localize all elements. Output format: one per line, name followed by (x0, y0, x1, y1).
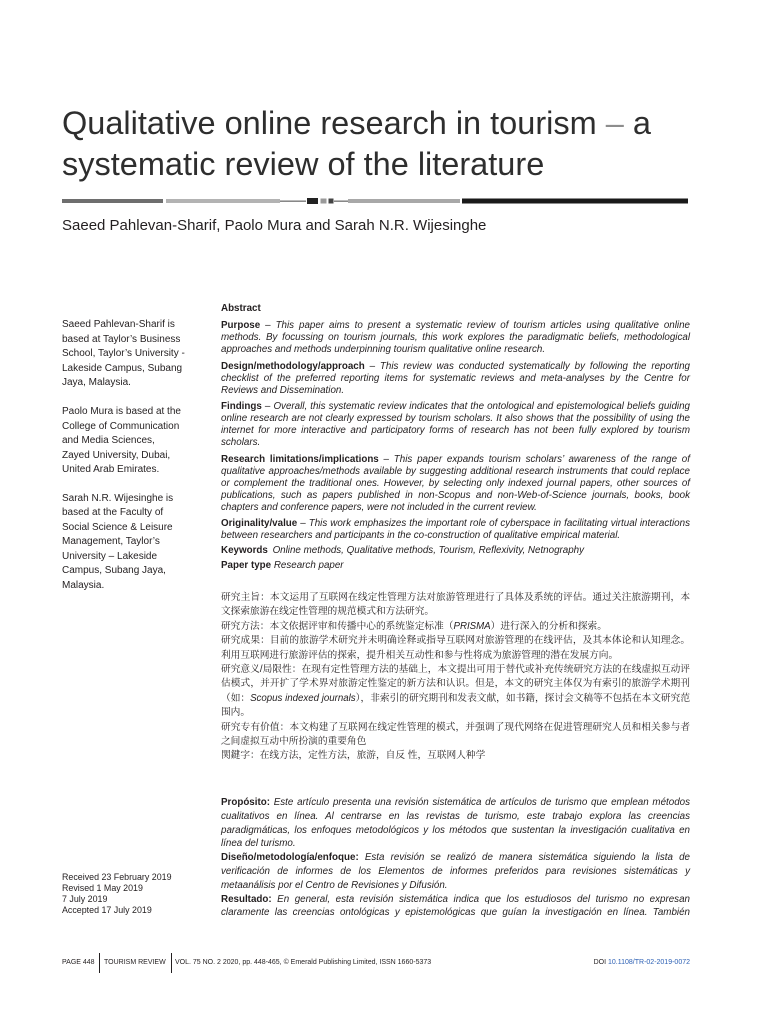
spanish-text: En general, esta revisión sistemática indica que los estudiosos del turismo no expresan claramente las creencias ontológicas y epistemológicas que guían la investigación en línea. También (221, 893, 690, 919)
title-line-2: systematic review of the literature (62, 146, 545, 182)
chinese-italic-term: PRISMA (453, 620, 491, 632)
citation-info: VOL. 75 NO. 2 2020, pp. 448-465, © Emerald Publishing Limited, ISSN 1660-5373 (175, 959, 432, 966)
chinese-label: 研究主旨： (221, 592, 270, 603)
abstract-text: This paper aims to present a systematic review of tourism articles using qualitative online methods. By focussing on tourism journals, this work explores the paradigmatic beliefs, methodological approaches and methods underpinning tourism qualitative online research. (221, 320, 690, 355)
abstract-label: Originality/value (221, 518, 298, 529)
doi (594, 953, 690, 973)
keywords (221, 545, 690, 557)
abstract-text: Overall, this systematic review indicates that the ontological and epistemological beliefs guiding online research are not clearly expressed by tourism scholars. It also shows that the possibility of using the internet for more interactive and participatory forms of research has not been fully explored by tourism scholars. (221, 401, 690, 448)
keywords-value: Online methods, Qualitative methods, Tourism, Reflexivity, Netnography (272, 545, 585, 557)
abstract-text: This review was conducted systematically by following the reporting checklist of the preferred reporting items for systematic reviews and meta-analyses by the Centre for Reviews and Dissemination. (221, 360, 690, 396)
revised-date-2: 7 July 2019 (62, 894, 108, 904)
abstract-english (221, 303, 690, 572)
received-date: Received 23 February 2019 (62, 872, 172, 882)
paper-type-value: Research paper (273, 560, 344, 572)
keywords-label: Keywords (221, 545, 268, 557)
chinese-value (221, 721, 690, 750)
abstract-dash: – (264, 401, 271, 412)
abstract-findings (221, 401, 690, 449)
revised-date: Revised 1 May 2019 (62, 883, 143, 893)
abstract-dash: – (383, 453, 389, 465)
title-line-1 (62, 103, 651, 144)
chinese-text: 本文构建了互联网在线定性管理的模式，并强调了现代网络在促进管理研究人员和相关参与者之间虚拟互动中所扮演的重要角色 (221, 721, 691, 748)
chinese-text: 在线方法，定性方法，旅游，自反 性，互联网人种学 (259, 750, 486, 762)
spanish-text: Esta revisión se realizó de manera sistemática siguiendo la lista de verificación de informes de los Elementos de informes preferidos para revisiones sistemáticas y metaanálisis por el Centro de Revisiones y Difusión. (221, 852, 690, 891)
chinese-text: 本文运用了互联网在线定性管理方法对旅游管理进行了具体及系统的评估。通过关注旅游期刊，本文探索旅游在线定性管理的规范模式和方法研究。 (221, 592, 691, 618)
abstract-label: Purpose (221, 320, 261, 331)
chinese-text: 本文依据评审和传播中心的系统鉴定标准（ (269, 620, 454, 632)
authors-line: Saeed Pahlevan-Sharif, Paolo Mura and Sarah N.R. Wijesinghe (62, 217, 487, 234)
title-text-start: Qualitative online research in tourism (62, 105, 597, 141)
chinese-text: 目前的旅游学术研究并未明确诠释或指导互联网对旅游管理的在线评估，及其本体论和认知理念。利用互联网进行旅游评估的探索，提升相关互动性和参与性将成为旅游管理的潜在发展方向。 (221, 635, 691, 661)
abstract-originality (221, 518, 690, 542)
title-text-end: a (632, 105, 651, 141)
chinese-label: 関鍵字： (221, 750, 260, 762)
doi-label: DOI (593, 959, 607, 966)
chinese-label: 研究成果： (221, 635, 270, 647)
footer-divider (99, 953, 100, 973)
author-affiliations (62, 304, 202, 608)
affiliation-pahlevan-sharif: Saeed Pahlevan-Sharif is based at Taylor’s Business School, Taylor’s University - Lakeside Campus, Subang Jaya, Malaysia. (62, 319, 185, 389)
spanish-label: Resultado: (221, 893, 272, 905)
spanish-results (221, 893, 690, 921)
abstract-label: Design/methodology/approach (221, 360, 365, 372)
abstract-limitations (221, 454, 690, 514)
abstract-dash: – (265, 320, 271, 331)
abstract-text: This work emphasizes the important role of cyberspace in facilitating virtual interactions between researchers and participants in the co-construction of qualitative empirical material. (221, 518, 690, 541)
chinese-text: ）进行深入的分析和探索。 (490, 620, 607, 632)
paper-type (221, 560, 690, 572)
abstract-text: This paper expands tourism scholars’ awareness of the range of qualitative approaches/methods available by suggesting additional research instruments that could replace or complement the traditional ones. However, by selecting only indexed journal papers, other sources of publications, such as papers published in non-Scopus and non-Web-of-Science journals, books, book chapters and conference papers, were not included in the current review. (221, 453, 690, 513)
accepted-date: Accepted 17 July 2019 (62, 905, 152, 915)
chinese-label: 研究方法： (221, 620, 270, 632)
chinese-label: 研究意义/局限性： (221, 664, 302, 676)
page-footer (0, 953, 768, 973)
article-title (62, 103, 651, 185)
chinese-italic-term: Scopus indexed journals (250, 692, 356, 704)
decorative-title-rule (0, 195, 768, 207)
article-history (62, 872, 212, 916)
chinese-method (221, 620, 690, 634)
abstract-heading: Abstract (221, 303, 261, 314)
abstract-purpose (221, 320, 690, 356)
chinese-findings (221, 634, 690, 663)
spanish-purpose (221, 796, 690, 851)
chinese-limitations (221, 663, 690, 721)
page-number: PAGE 448 (62, 959, 95, 966)
spanish-label: Propósito: (221, 797, 270, 808)
abstract-label: Findings (221, 401, 262, 412)
title-dash: – (605, 105, 624, 141)
chinese-text: ），非索引的研究期刊和发表文献，如书籍，探讨会文稿等不包括在本文研究范围内。 (221, 692, 691, 719)
spanish-design (221, 851, 690, 892)
abstract-design (221, 361, 690, 397)
abstract-dash: – (300, 518, 306, 529)
doi-link[interactable]: 10.1108/TR-02-2019-0072 (608, 959, 690, 966)
paper-type-label: Paper type (221, 560, 272, 572)
chinese-purpose (221, 591, 690, 620)
spanish-label: Diseño/metodología/enfoque: (221, 852, 359, 864)
affiliation-mura: Paolo Mura is based at the College of Communication and Media Sciences, Zayed University, Dubai, United Arab Emirates. (62, 406, 181, 475)
spanish-text: Este artículo presenta una revisión sistemática de artículos de turismo que emplean métodos cualitativos en línea. Al centrarse en las revistas de turismo, este trabajo explora las creencias paradigmáticas, los enfoques metodológicos y los métodos que sustentan la investigación cualitativa en línea del turismo. (221, 797, 690, 850)
chinese-keywords (221, 749, 690, 763)
journal-name: TOURISM REVIEW (104, 959, 166, 966)
abstract-label: Research limitations/implications (221, 453, 379, 465)
footer-divider (171, 953, 172, 973)
abstract-chinese (221, 591, 690, 764)
chinese-label: 研究专有价值： (221, 721, 290, 733)
chinese-text: 在现有定性管理方法的基础上，本文提出可用于替代或补充传统研究方法的在线虚拟互动评估模式，并开扩了学术界对旅游定性鉴定的新方法和认识。但是，本文的研究主体仅为有索引的旅游学术期刊（如： (221, 664, 690, 704)
affiliation-wijesinghe: Sarah N.R. Wijesinghe is based at the Faculty of Social Science & Leisure Management, Taylor’s University – Lakeside Campus, Subang Jaya, Malaysia. (62, 492, 174, 591)
abstract-dash: – (369, 360, 376, 372)
abstract-spanish (221, 796, 690, 920)
